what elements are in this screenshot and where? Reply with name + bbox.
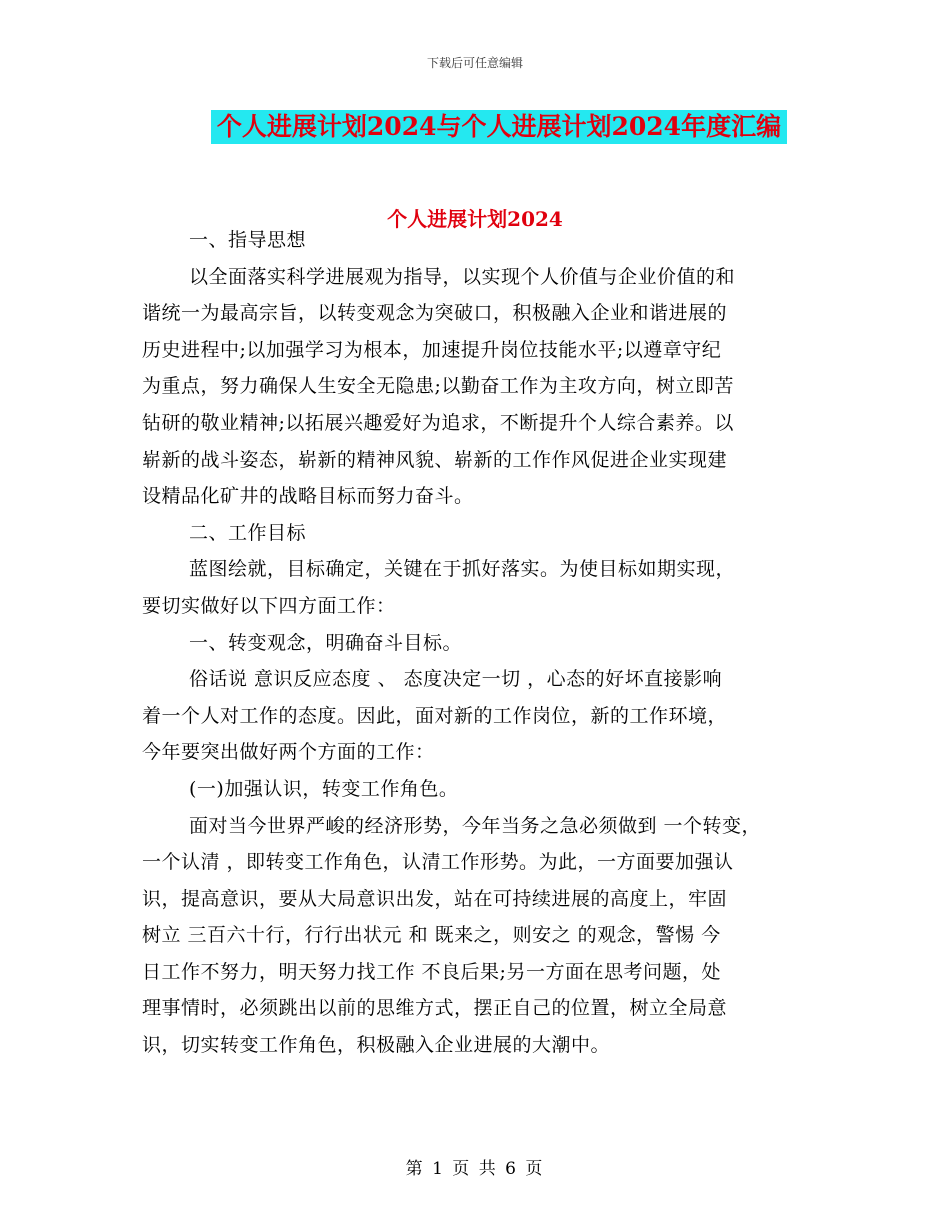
text-line: 着一个人对工作的态度。因此，面对新的工作岗位，新的工作环境，: [142, 704, 728, 727]
text-line: 树立 三百六十行，行行出状元 和 既来之，则安之 的观念，警惕 今: [142, 924, 721, 947]
text-line: 崭新的战斗姿态，崭新的精神风貌、崭新的工作作风促进企业实现建: [142, 448, 728, 471]
text-line: 要切实做好以下四方面工作：: [142, 594, 396, 617]
text-line: 识，切实转变工作角色，积极融入企业进展的大潮中。: [142, 1034, 611, 1057]
text-line: 以全面落实科学进展观为指导，以实现个人价值与企业价值的和: [189, 265, 736, 288]
header-note: 下载后可任意编辑: [426, 56, 523, 70]
text-line: 钻研的敬业精神;以拓展兴趣爱好为追求，不断提升个人综合素养。以: [142, 411, 734, 434]
text-line: 二、工作目标: [189, 521, 307, 544]
section-title: 个人进展计划2024: [387, 207, 563, 231]
text-line: 今年要突出做好两个方面的工作：: [142, 741, 435, 764]
text-line: 理事情时，必须跳出以前的思维方式，摆正自己的位置，树立全局意: [142, 997, 728, 1020]
text-line: 一个认清 ，即转变工作角色，认清工作形势。为此，一方面要加强认: [142, 851, 734, 874]
text-line: 历史进程中;以加强学习为根本，加速提升岗位技能水平;以遵章守纪: [142, 338, 722, 361]
text-line: 谐统一为最高宗旨，以转变观念为突破口，积极融入企业和谐进展的: [142, 302, 728, 325]
text-line: 俗话说 意识反应态度 、 态度决定一切 ，心态的好坏直接影响: [189, 668, 723, 691]
text-line: 蓝图绘就，目标确定，关键在于抓好落实。为使目标如期实现，: [189, 558, 736, 581]
page-footer: 第 1 页 共 6 页: [405, 1159, 545, 1179]
text-line: 一、指导思想: [189, 229, 307, 251]
text-line: (一)加强认识，转变工作角色。: [189, 777, 459, 800]
text-line: 设精品化矿井的战略目标而努力奋斗。: [142, 485, 474, 508]
body-text: [142, 222, 822, 1064]
text-line: 面对当今世界严峻的经济形势，今年当务之急必须做到 一个转变，: [189, 814, 762, 837]
text-line: 识，提高意识，要从大局意识出发，站在可持续进展的高度上，牢固: [142, 887, 728, 910]
text-line: 日工作不努力，明天努力找工作 不良后果;另一方面在思考问题，处: [142, 960, 721, 983]
text-line: 为重点，努力确保人生安全无隐患;以勤奋工作为主攻方向，树立即苦: [142, 375, 734, 398]
document-title: 个人进展计划2024与个人进展计划2024年度汇编: [211, 110, 787, 144]
text-line: 一、转变观念，明确奋斗目标。: [189, 631, 463, 654]
